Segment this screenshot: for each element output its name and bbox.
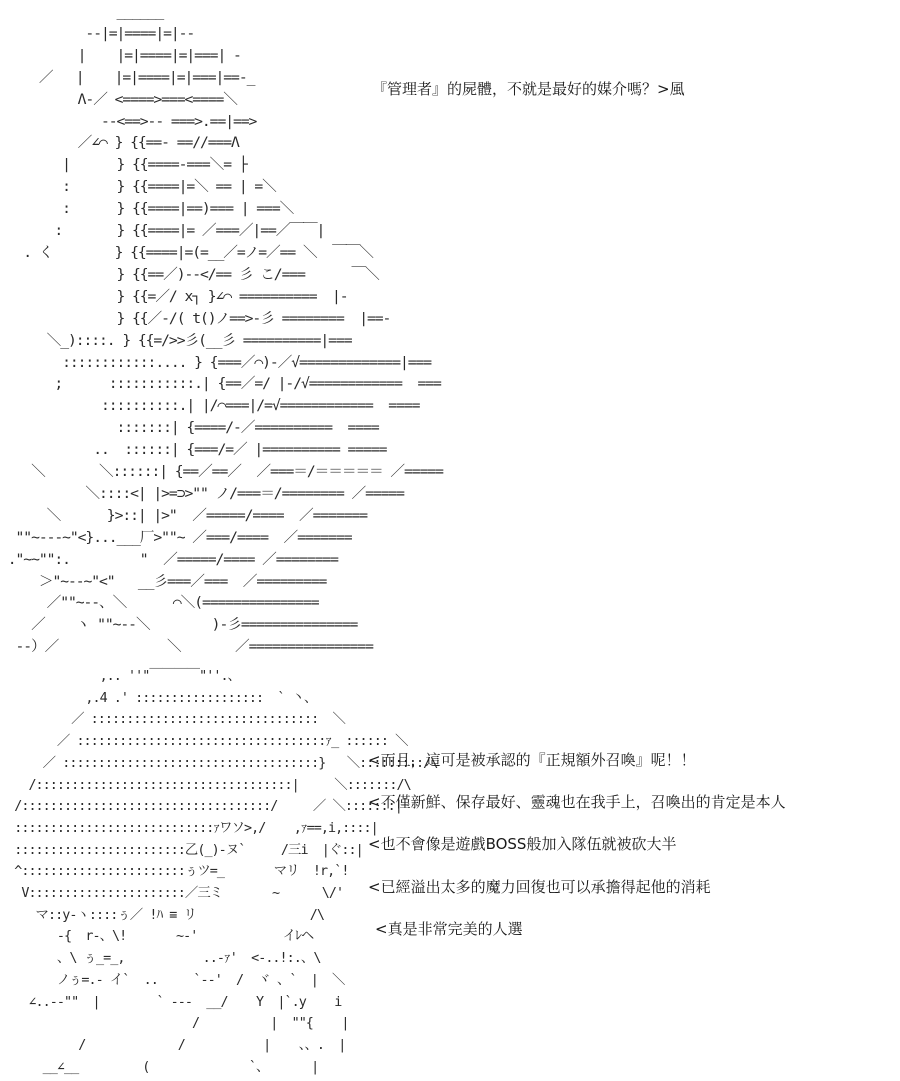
dialogue-line-bottom-2: <不僅新鮮、保存最好、靈魂也在我手上，召喚出的肯定是本人	[368, 793, 786, 811]
dialogue-line-bottom-1: <而且，這可是被承認的『正規額外召喚』呢！！	[368, 751, 696, 769]
ascii-art-top-scene: ______ --|=|====|=|-- | |=|====|=|===| - ／ | |=|====|=|===|==-_ Λ-／ <====>===<====＼ --<==>-- ===>.==|==> ／∠⌒ } {{==- ==//===Λ | } {{====-===＼= ├ : } {{====|=＼ == | =＼ : } {{====|==)=== | ===＼ : } {{====|= ／===／|==／￣￣| . く } {{====|=(=__／=ノ=／== ＼ ￣￣＼ } {{==／)--</== 彡 こ/=== ￣＼ } {{=／/ x┐ }∠⌒ ========== |- } {{／-/( t()ノ==>-彡 ======== |==- ＼_)::::. } {{=/>>彡(__彡 ==========|=== ::::::::::::.... } {===／⌒)-／√=============|=== ; :::::::::::.| {==／=/ |-/√============ === ::::::::::.| |/⌒===|/=√============ ==== :::::::| {====/-／========== ==== .. ::::::| {===/=／ |========== ===== ＼ ＼::::::| {==／==／ ／===＝/＝＝＝＝＝ ／===== ＼::::<| |>=⊃>"" ノ/===＝/======== ／===== ＼ }>::| |>" ／=====/==== ／======= ""~---~"<}...___厂>""~ ／===/==== ／======= ."~~"":. " ／=====/==== ／======== ＞"~--~"<" __彡===／=== ／========= ／""~--、＼ ⌒＼(=============== ／ ヽ ""~--＼ )-彡=============== --）／ ＼ ／================	[7, 4, 443, 656]
dialogue-line-bottom-4: <已經溢出太多的魔力回復也可以承擔得起他的消耗	[368, 878, 711, 896]
ascii-art-bottom-scene: ,.. ''"￣￣￣￣"''.、 ,.4 .' :::::::::::::::::: ` 丶、 ／ :::::::::::::::::::::::::::::::: ＼ ／ :::::::::::::::::::::::::::::::::::ｧ_ :::::: ＼ ／ ::::::::::::::::::::::::::::::::::::} ＼:::::::::/\ /::::::::::::::::::::::::::::::::::::| ＼:::::::/\ /:::::::::::::::::::::::::::::::::::/ ／ ＼:::::::| ::::::::::::::::::::::::::::ｧワソ>,/ ,ｧ==,i,::::| ::::::::::::::::::::::::乙(_)-ヌ` /三i |ぐ::| ^:::::::::::::::::::::::ぅツ=_ マリ !r,`! V::::::::::::::::::::::／三ミ ~ \/' マ::y-ヽ::::ぅ／ !ﾊ ≡ リ /\ -{ r-、\! ~-' イﾚヘ 、\ ぅ_=_, ..-ｧ' <-..!:.、\ ノぅ=.- イ` .. `--' / ヾ 、` | ＼ ∠..--"" | ` --- __/ Y |`.y i / | ""{ | / / | 、、. | __∠__ ( `、 |	[14, 669, 438, 1075]
dialogue-line-bottom-3: <也不會像是遊戲BOSS般加入隊伍就被砍大半	[368, 835, 677, 853]
dialogue-line-bottom-5: <真是非常完美的人選	[375, 920, 523, 938]
dialogue-line-top: 『管理者』的屍體，不就是最好的媒介嗎？>風	[372, 80, 685, 98]
